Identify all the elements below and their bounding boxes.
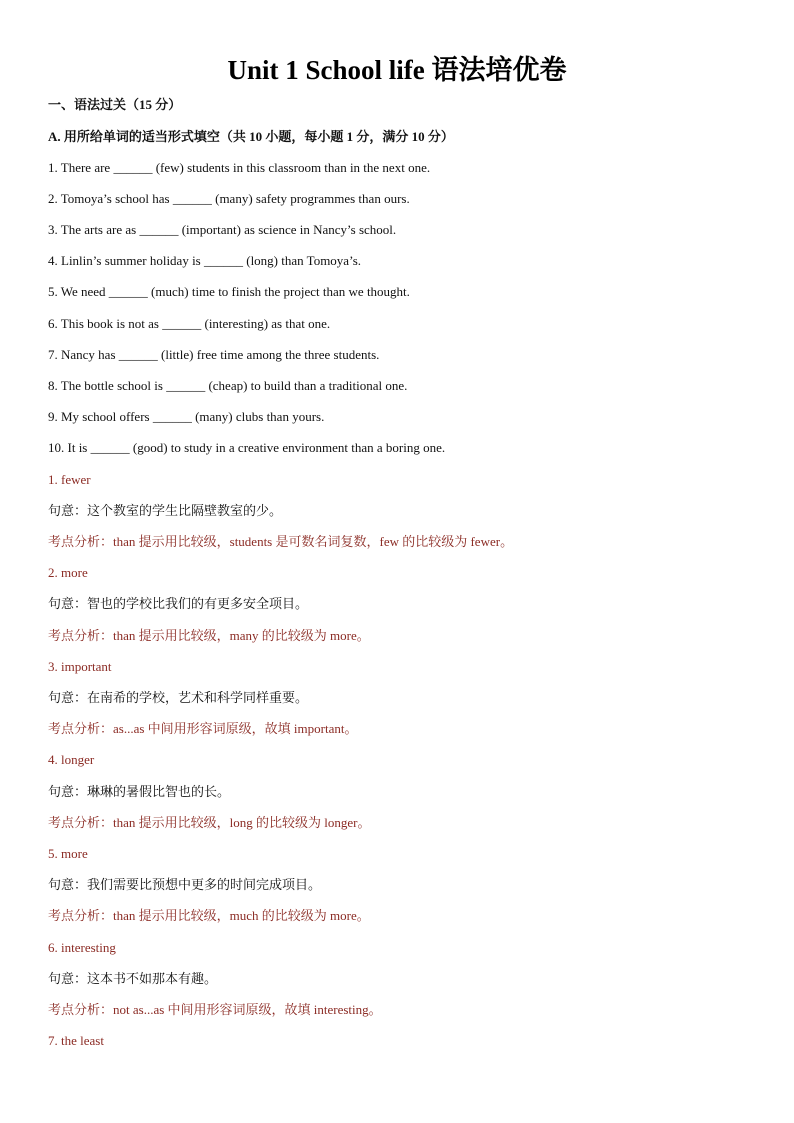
meaning-1: 句意：这个教室的学生比隔壁教室的少。 (48, 503, 283, 518)
answer-1: 1. fewer (48, 472, 91, 487)
analysis-6: 考点分析：not as...as 中间用形容词原级，故填 interesting。 (48, 1002, 382, 1017)
answer-4: 4. longer (48, 752, 95, 767)
answer-6: 6. interesting (48, 940, 116, 955)
question-5: 5. We need ______ (much) time to finish the project than we thought. (48, 284, 410, 299)
meaning-4: 句意：琳琳的暑假比智也的长。 (48, 784, 231, 799)
meaning-2: 句意：智也的学校比我们的有更多安全项目。 (48, 596, 309, 611)
answer-7: 7. the least (48, 1033, 104, 1048)
analysis-3: 考点分析：as...as 中间用形容词原级，故填 important。 (48, 721, 358, 736)
question-7: 7. Nancy has ______ (little) free time among the three students. (48, 347, 380, 362)
question-9: 9. My school offers ______ (many) clubs than yours. (48, 409, 325, 424)
answer-2: 2. more (48, 565, 88, 580)
answer-3: 3. important (48, 659, 112, 674)
analysis-2: 考点分析：than 提示用比较级，many 的比较级为 more。 (48, 628, 370, 643)
question-4: 4. Linlin’s summer holiday is ______ (long) than Tomoya’s. (48, 253, 361, 268)
meaning-5: 句意：我们需要比预想中更多的时间完成项目。 (48, 877, 322, 892)
page-title: Unit 1 School life 语法培优卷 (227, 55, 567, 85)
question-8: 8. The bottle school is ______ (cheap) to build than a traditional one. (48, 378, 408, 393)
meaning-6: 句意：这本书不如那本有趣。 (48, 971, 218, 986)
part-a-heading: A. 用所给单词的适当形式填空（共 10 小题，每小题 1 分，满分 10 分） (48, 129, 454, 144)
question-6: 6. This book is not as ______ (interesting) as that one. (48, 316, 331, 331)
question-2: 2. Tomoya’s school has ______ (many) safety programmes than ours. (48, 191, 410, 206)
meaning-3: 句意：在南希的学校，艺术和科学同样重要。 (48, 690, 309, 705)
analysis-4: 考点分析：than 提示用比较级，long 的比较级为 longer。 (48, 815, 371, 830)
question-1: 1. There are ______ (few) students in this classroom than in the next one. (48, 160, 431, 175)
answer-5: 5. more (48, 846, 88, 861)
analysis-1: 考点分析：than 提示用比较级，students 是可数名词复数，few 的比较级为 fewer。 (48, 534, 514, 549)
section-heading: 一、语法过关（15 分） (48, 97, 182, 112)
question-3: 3. The arts are as ______ (important) as science in Nancy’s school. (48, 222, 397, 237)
analysis-5: 考点分析：than 提示用比较级，much 的比较级为 more。 (48, 908, 370, 923)
question-10: 10. It is ______ (good) to study in a creative environment than a boring one. (48, 440, 446, 455)
